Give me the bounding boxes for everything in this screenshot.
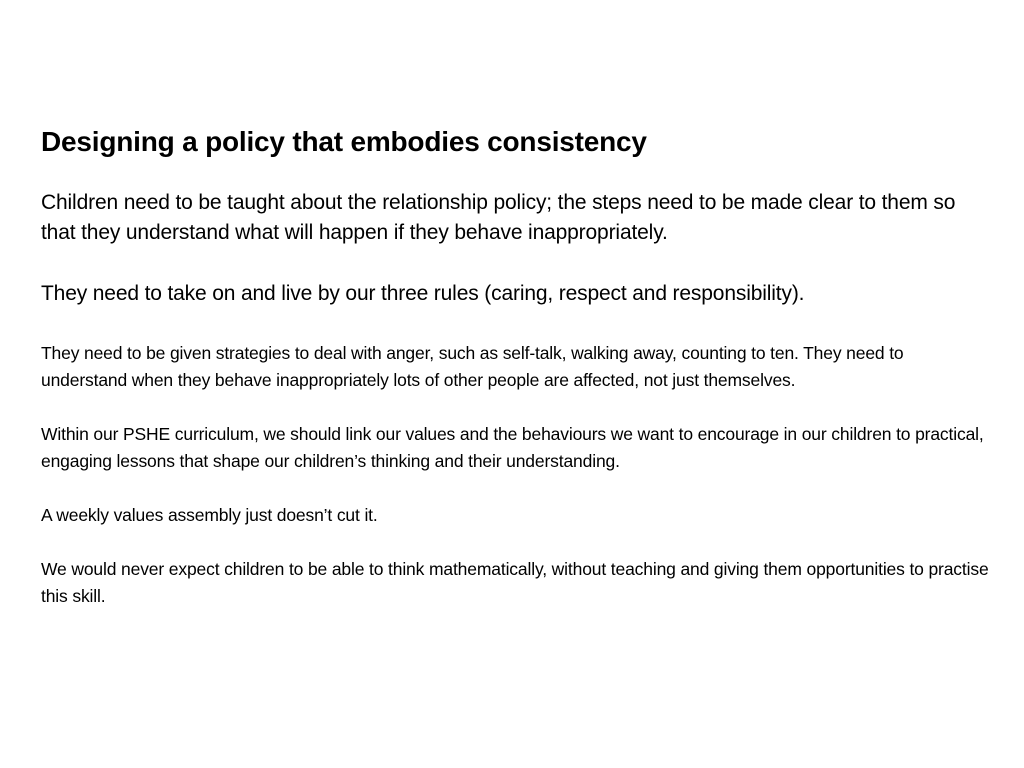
- paragraph-anger-strategies: They need to be given strategies to deal with anger, such as self-talk, walking away, counting to ten. They need to understand when they behave inappropriately lots of other people are affected, not just themselves.: [41, 343, 904, 390]
- paragraph-values-assembly: A weekly values assembly just doesn’t cut it.: [41, 505, 378, 525]
- paragraph-three-rules: They need to take on and live by our three rules (caring, respect and responsibility).: [41, 282, 805, 305]
- slide-body: [41, 188, 991, 637]
- slide-title: Designing a policy that embodies consistency: [41, 126, 647, 157]
- paragraph-relationship-policy: Children need to be taught about the relationship policy; the steps need to be made clear to them so that they understand what will happen if they behave inappropriately.: [41, 191, 956, 244]
- paragraph-pshe-curriculum: Within our PSHE curriculum, we should link our values and the behaviours we want to encourage in our children to practical, engaging lessons that shape our children’s thinking and their understanding.: [41, 424, 984, 471]
- paragraph-mathematics-analogy: We would never expect children to be able to think mathematically, without teaching and giving them opportunities to practise this skill.: [41, 559, 989, 606]
